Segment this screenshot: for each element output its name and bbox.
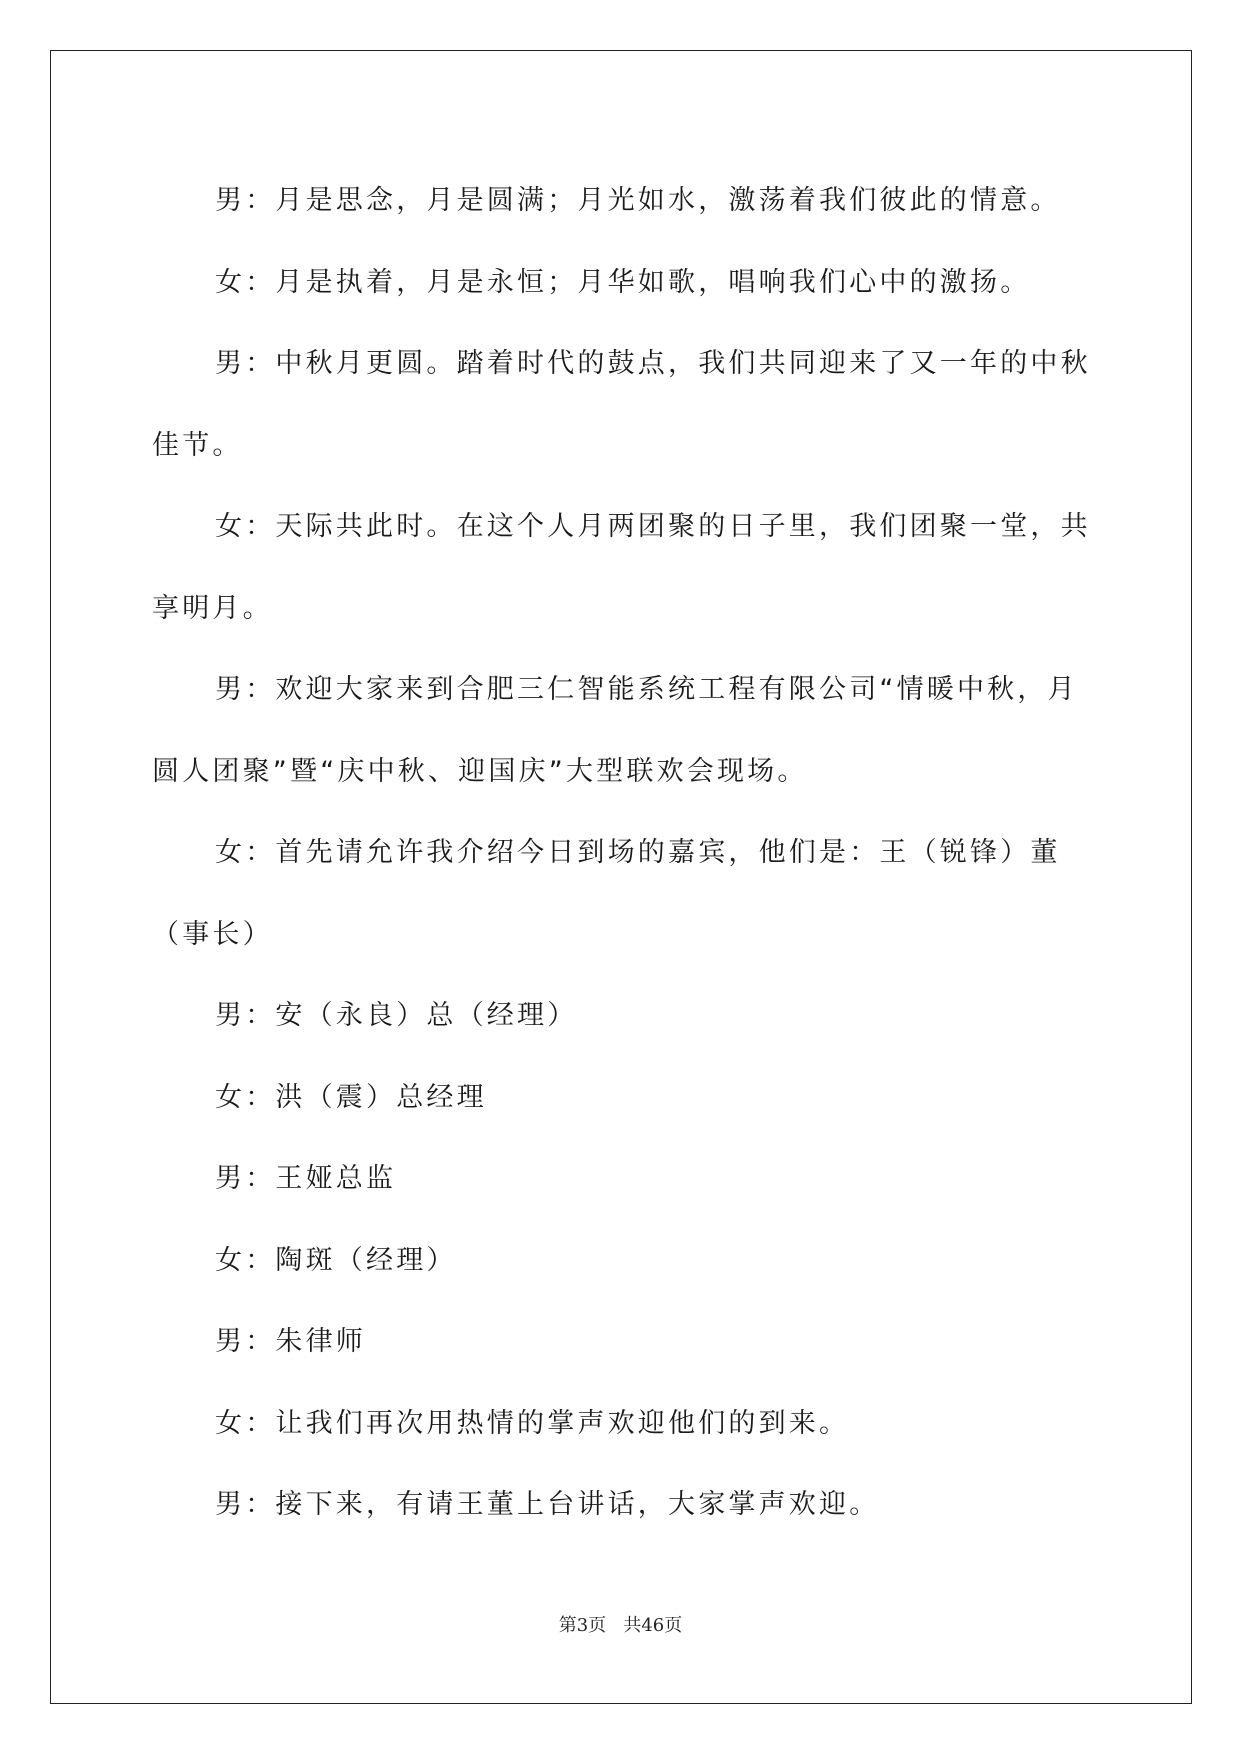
paragraph: 男：中秋月更圆。踏着时代的鼓点，我们共同迎来了又一年的中秋佳节。 — [152, 348, 1091, 461]
paragraph: 男：接下来，有请王董上台讲话，大家掌声欢迎。 — [215, 1489, 880, 1520]
paragraph: 女：让我们再次用热情的掌声欢迎他们的到来。 — [215, 1407, 850, 1439]
paragraph: 男：安（永良）总（经理） — [215, 1000, 578, 1031]
paragraph: 男：王娅总监 — [215, 1163, 397, 1194]
page-number: 第3页 — [558, 1615, 607, 1636]
total-pages: 共46页 — [623, 1615, 683, 1636]
document-body — [152, 160, 1092, 1546]
paragraph: 男：月是思念，月是圆满；月光如水，激荡着我们彼此的情意。 — [215, 185, 1061, 216]
paragraph: 女：洪（震）总经理 — [215, 1081, 487, 1113]
paragraph: 女：天际共此时。在这个人月两团聚的日子里，我们团聚一堂，共享明月。 — [152, 511, 1091, 624]
paragraph: 女：月是执着，月是永恒；月华如歌，唱响我们心中的激扬。 — [215, 266, 1031, 298]
paragraph: 女：首先请允许我介绍今日到场的嘉宾，他们是：王（锐锋）董（事长） — [152, 837, 1061, 950]
paragraph: 男：朱律师 — [215, 1326, 366, 1357]
paragraph: 男：欢迎大家来到合肥三仁智能系统工程有限公司“情暖中秋，月圆人团聚”暨“庆中秋、迎国庆”大型联欢会现场。 — [152, 674, 1078, 787]
page-footer — [0, 1611, 1241, 1637]
paragraph: 女：陶斑（经理） — [215, 1244, 457, 1276]
